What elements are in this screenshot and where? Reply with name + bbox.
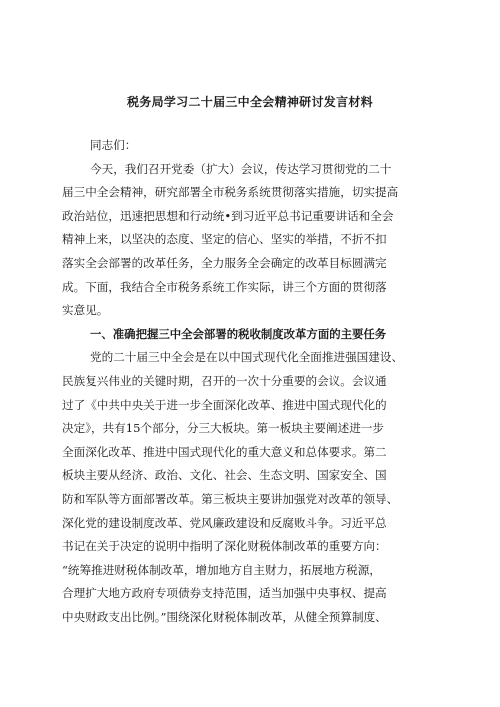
section-heading: 一、准确把握三中全会部署的税收制度改革方面的主要任务 bbox=[90, 326, 387, 341]
paragraph-line: 届三中全会精神，研究部署全市税务系统贯彻落实措施，切实提高 bbox=[62, 185, 399, 200]
paragraph-line: 全面深化改革、推进中国式现代化的重大意义和总体要求。第二 bbox=[62, 444, 387, 459]
paragraph-line: “统筹推进财税体制改革，增加地方自主财力，拓展地方税源， bbox=[62, 562, 381, 577]
paragraph-line: 深化党的建设制度改革、党风廉政建设和反腐败斗争。习近平总 bbox=[62, 515, 387, 530]
paragraph-line: 今天，我们召开党委（扩大）会议，传达学习贯彻党的二十 bbox=[90, 161, 392, 176]
salutation: 同志们： bbox=[90, 138, 137, 152]
paragraph-line: 中央财政支出比例。”围绕深化财税体制改革，从健全预算制度、 bbox=[62, 609, 387, 624]
paragraph-line: 实意见。 bbox=[62, 303, 109, 318]
paragraph-line: 合理扩大地方政府专项债券支持范围，适当加强中央事权、提高 bbox=[62, 586, 387, 601]
paragraph-line: 决定》，共有15个部分，分三大板块。第一板块主要阐述进一步 bbox=[62, 421, 384, 436]
paragraph-line: 板块主要从经济、政治、文化、社会、生态文明、国家安全、国 bbox=[62, 468, 387, 483]
paragraph-line: 政治站位，迅速把思想和行动统•到习近平总书记重要讲话和全会 bbox=[62, 208, 394, 223]
document-body bbox=[62, 134, 454, 629]
paragraph-line: 党的二十届三中全会是在以中国式现代化全面推进强国建设、 bbox=[90, 350, 404, 365]
paragraph-line: 民族复兴伟业的关键时期，召开的一次十分重要的会议。会议通 bbox=[62, 373, 387, 388]
paragraph-line: 书记在关于决定的说明中指明了深化财税体制改革的重要方向： bbox=[62, 539, 387, 554]
paragraph-line: 精神上来，以坚决的态度、坚定的信心、坚实的举措，不折不扣 bbox=[62, 232, 387, 247]
paragraph-line: 过了《中共中央关于进一步全面深化改革、推进中国式现代化的 bbox=[62, 397, 387, 412]
document-title: 税务局学习二十届三中全会精神研讨发言材料 bbox=[126, 95, 373, 109]
paragraph-line: 防和军队等方面部署改革。第三板块主要讲加强党对改革的领导、 bbox=[62, 491, 399, 506]
paragraph-line: 成。下面，我结合全市税务系统工作实际，讲三个方面的贯彻落 bbox=[62, 279, 387, 294]
paragraph-line: 落实全会部署的改革任务，全力服务全会确定的改革目标圆满完 bbox=[62, 255, 387, 270]
